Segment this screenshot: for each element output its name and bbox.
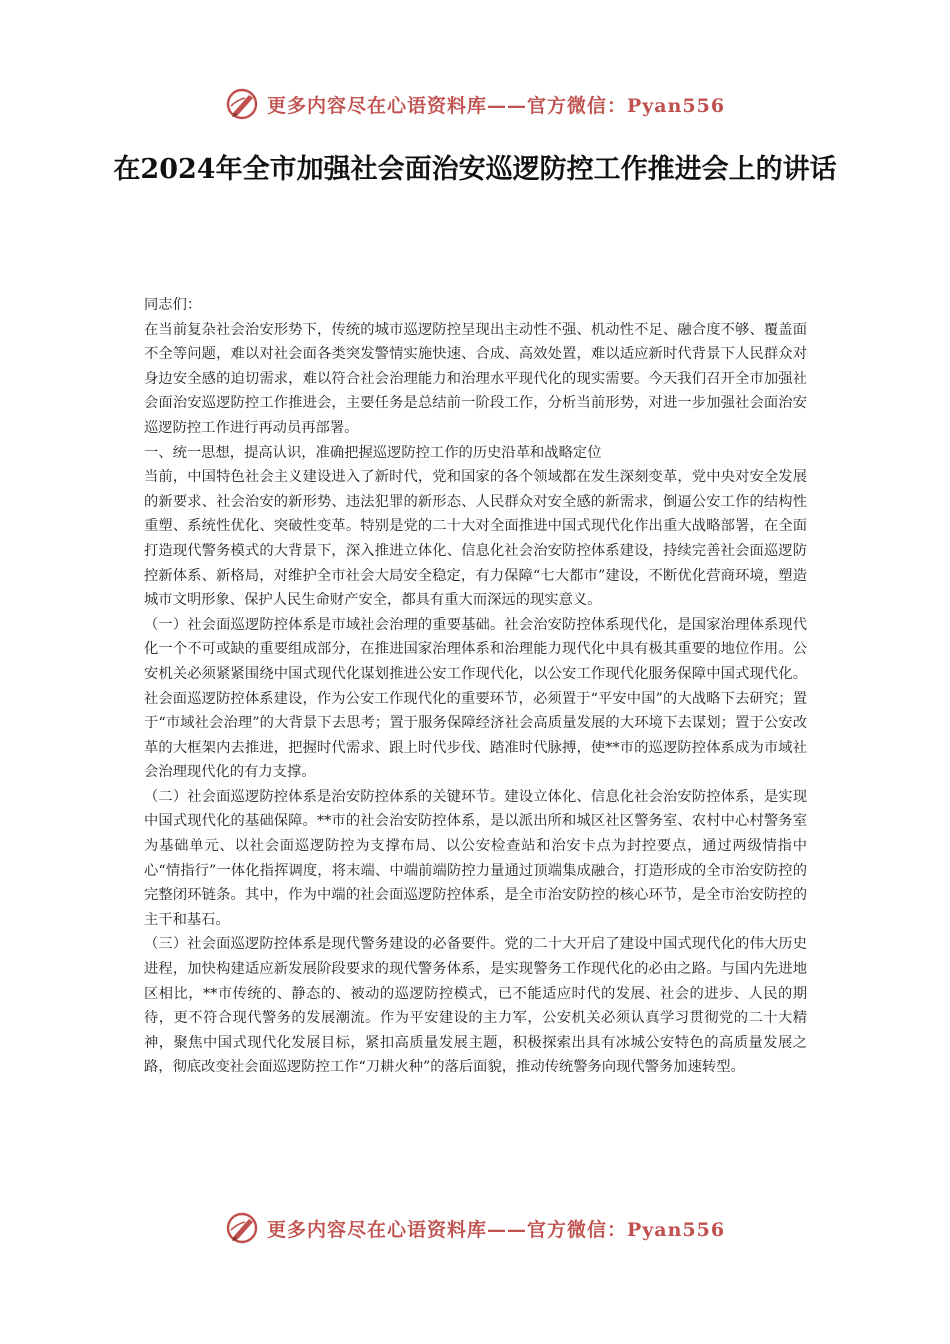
- section-heading-1: 一、统一思想，提高认识，准确把握巡逻防控工作的历史沿革和战略定位: [144, 444, 602, 461]
- pen-logo-icon: [225, 1210, 261, 1246]
- header-watermark-banner: [0, 84, 950, 124]
- document-body: [144, 293, 807, 1080]
- header-banner-text: 更多内容尽在心语资料库——官方微信：Pyan556: [266, 94, 726, 117]
- document-title: 在2024年全市加强社会面治安巡逻防控工作推进会上的讲话: [113, 154, 837, 185]
- pen-logo-icon: [225, 86, 261, 122]
- subsection-paragraph-1: （一）社会面巡逻防控体系是市域社会治理的重要基础。社会治安防控体系现代化，是国家治理体系现代化一个不可或缺的重要组成部分，在推进国家治理体系和治理能力现代化中具有极其重要的地位作用。公安机关必须紧紧围绕中国式现代化谋划推进公安工作现代化，以公安工作现代化服务保障中国式现代化。社会面巡逻防控体系建设，作为公安工作现代化的重要环节，必须置于“平安中国”的大战略下去研究；置于“市域社会治理”的大背景下去思考；置于服务保障经济社会高质量发展的大环境下去谋划；置于公安改革的大框架内去推进，把握时代需求、跟上时代步伐、踏准时代脉搏，使**市的巡逻防控体系成为市域社会治理现代化的有力支撑。: [144, 616, 807, 781]
- subsection-paragraph-3: （三）社会面巡逻防控体系是现代警务建设的必备要件。党的二十大开启了建设中国式现代化的伟大历史进程，加快构建适应新发展阶段要求的现代警务体系，是实现警务工作现代化的必由之路。与国内先进地区相比，**市传统的、静态的、被动的巡逻防控模式，已不能适应时代的发展、社会的进步、人民的期待，更不符合现代警务的发展潮流。作为平安建设的主力军，公安机关必须认真学习贯彻党的二十大精神，聚焦中国式现代化发展目标，紧扣高质量发展主题，积极探索出具有冰城公安特色的高质量发展之路，彻底改变社会面巡逻防控工作“刀耕火种”的落后面貌，推动传统警务向现代警务加速转型。: [144, 936, 807, 1076]
- intro-paragraph: 在当前复杂社会治安形势下，传统的城市巡逻防控呈现出主动性不强、机动性不足、融合度不够、覆盖面不全等问题，难以对社会面各类突发警情实施快速、合成、高效处置，难以适应新时代背景下人民群众对身边安全感的迫切需求，难以符合社会治理能力和治理水平现代化的现实需要。今天我们召开全市加强社会面治安巡逻防控工作推进会，主要任务是总结前一阶段工作，分析当前形势，对进一步加强社会面治安巡逻防控工作进行再动员再部署。: [144, 321, 807, 436]
- footer-watermark-banner: [0, 1208, 950, 1248]
- subsection-paragraph-2: （二）社会面巡逻防控体系是治安防控体系的关键环节。建设立体化、信息化社会治安防控体系，是实现中国式现代化的基础保障。**市的社会治安防控体系，是以派出所和城区社区警务室、农村中心村警务室为基础单元、以社会面巡逻防控为支撑布局、以公安检查站和治安卡点为封控要点，通过两级情指中心“情指行”一体化指挥调度，将末端、中端前端防控力量通过顶端集成融合，打造形成的全市治安防控的完整闭环链条。其中，作为中端的社会面巡逻防控体系，是全市治安防控的核心环节，是全市治安防控的主干和基石。: [144, 788, 807, 928]
- footer-banner-text: 更多内容尽在心语资料库——官方微信：Pyan556: [266, 1218, 726, 1241]
- salutation: 同志们：: [144, 297, 202, 313]
- body-paragraph: 当前，中国特色社会主义建设进入了新时代，党和国家的各个领域都在发生深刻变革，党中央对安全发展的新要求、社会治安的新形势、违法犯罪的新形态、人民群众对安全感的新需求，倒逼公安工作的结构性重塑、系统性优化、突破性变革。特别是党的二十大对全面推进中国式现代化作出重大战略部署，在全面打造现代警务模式的大背景下，深入推进立体化、信息化社会治安防控体系建设，持续完善社会面巡逻防控新体系、新格局，对维护全市社会大局安全稳定，有力保障“七大都市”建设，不断优化营商环境，塑造城市文明形象、保护人民生命财产安全，都具有重大而深远的现实意义。: [144, 469, 807, 609]
